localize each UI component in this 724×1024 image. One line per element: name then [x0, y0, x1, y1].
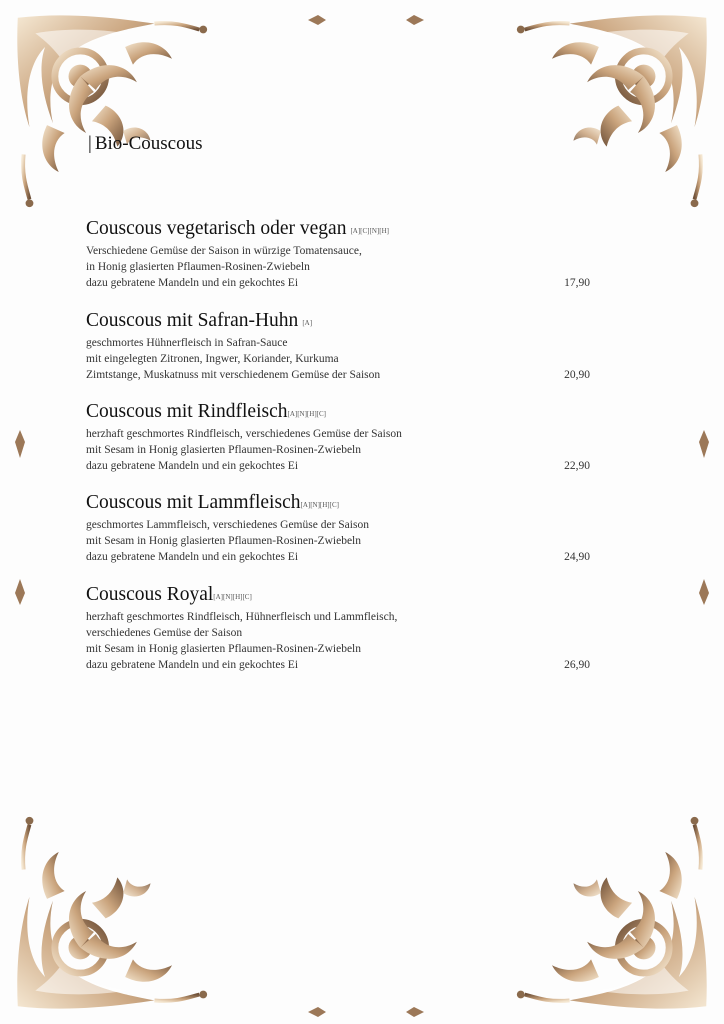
dish-description-line: mit Sesam in Honig glasierten Pflaumen-Rosinen-Zwiebeln: [86, 643, 361, 655]
dish-price: 24,90: [564, 551, 590, 563]
border-left-lower-rule: [12, 575, 28, 815]
dish-allergens: [A][N][H][C]: [287, 410, 326, 418]
dish-description-line: geschmortes Lammfleisch, verschiedenes Gemüse der Saison: [86, 519, 369, 531]
menu-item: [86, 400, 606, 474]
dish-description-line: Verschiedene Gemüse der Saison in würzige Tomatensauce,: [86, 245, 362, 257]
dish-allergens: [A][N][H][C]: [300, 501, 339, 509]
dish-description-line: geschmortes Hühnerfleisch in Safran-Sauce: [86, 337, 288, 349]
dish-name-row: [86, 309, 606, 335]
dish-description-line: in Honig glasierten Pflaumen-Rosinen-Zwiebeln: [86, 261, 310, 273]
dish-price: 26,90: [564, 659, 590, 671]
corner-ornament-top-right: [511, 8, 716, 213]
dish-description-line: dazu gebratene Mandeln und ein gekochtes Ei: [86, 460, 299, 472]
dish-description-line: dazu gebratene Mandeln und ein gekochtes Ei: [86, 277, 299, 289]
section-title-bar: |: [88, 133, 92, 154]
border-bottom-right-rule: [404, 1004, 564, 1020]
section-title-text: Bio-Couscous: [94, 133, 203, 154]
dish-price: 22,90: [564, 460, 590, 472]
dish-description-line: dazu gebratene Mandeln und ein gekochtes Ei: [86, 551, 299, 563]
border-left-upper-rule: [12, 210, 28, 465]
dish-description-line: mit Sesam in Honig glasierten Pflaumen-Rosinen-Zwiebeln: [86, 444, 361, 456]
dish-name-row: [86, 491, 606, 517]
dish-price: 20,90: [564, 369, 590, 381]
dish-name: Couscous Royal: [86, 584, 214, 605]
dish-allergens: [A]: [302, 319, 313, 327]
border-top-right-rule: [404, 12, 564, 28]
dish-description-line: mit Sesam in Honig glasierten Pflaumen-Rosinen-Zwiebeln: [86, 535, 361, 547]
dish-description-line: herzhaft geschmortes Rindfleisch, verschiedenes Gemüse der Saison: [86, 428, 402, 440]
dish-name: Couscous mit Lammfleisch: [86, 492, 301, 513]
section-title: [88, 133, 203, 155]
border-top-left-rule: [168, 12, 328, 28]
dish-description-line: dazu gebratene Mandeln und ein gekochtes Ei: [86, 659, 299, 671]
dish-name: Couscous mit Safran-Huhn: [86, 310, 299, 331]
dish-name: Couscous mit Rindfleisch: [86, 401, 288, 422]
menu-item: [86, 491, 606, 565]
border-right-lower-rule: [696, 575, 712, 815]
dish-name: Couscous vegetarisch oder vegan: [86, 218, 347, 239]
border-right-upper-rule: [696, 210, 712, 465]
dish-name-row: [86, 217, 606, 243]
corner-ornament-bottom-left: [8, 811, 213, 1016]
corner-ornament-top-left: [8, 8, 213, 213]
corner-ornament-bottom-right: [511, 811, 716, 1016]
dish-description-line: verschiedenes Gemüse der Saison: [86, 627, 243, 639]
menu-item: [86, 217, 606, 291]
menu-item: [86, 309, 606, 383]
border-bottom-left-rule: [168, 1004, 328, 1020]
dish-description-line: mit eingelegten Zitronen, Ingwer, Koriander, Kurkuma: [86, 353, 339, 365]
dish-name-row: [86, 583, 606, 609]
dish-price: 17,90: [564, 277, 590, 289]
dish-name-row: [86, 400, 606, 426]
dish-description-line: herzhaft geschmortes Rindfleisch, Hühnerfleisch und Lammfleisch,: [86, 611, 398, 623]
dish-allergens: [A][C][N][H]: [350, 227, 389, 235]
menu-item: [86, 583, 606, 673]
dish-allergens: [A][N][H][C]: [213, 593, 252, 601]
dish-description-line: Zimtstange, Muskatnuss mit verschiedenem Gemüse der Saison: [86, 369, 381, 381]
